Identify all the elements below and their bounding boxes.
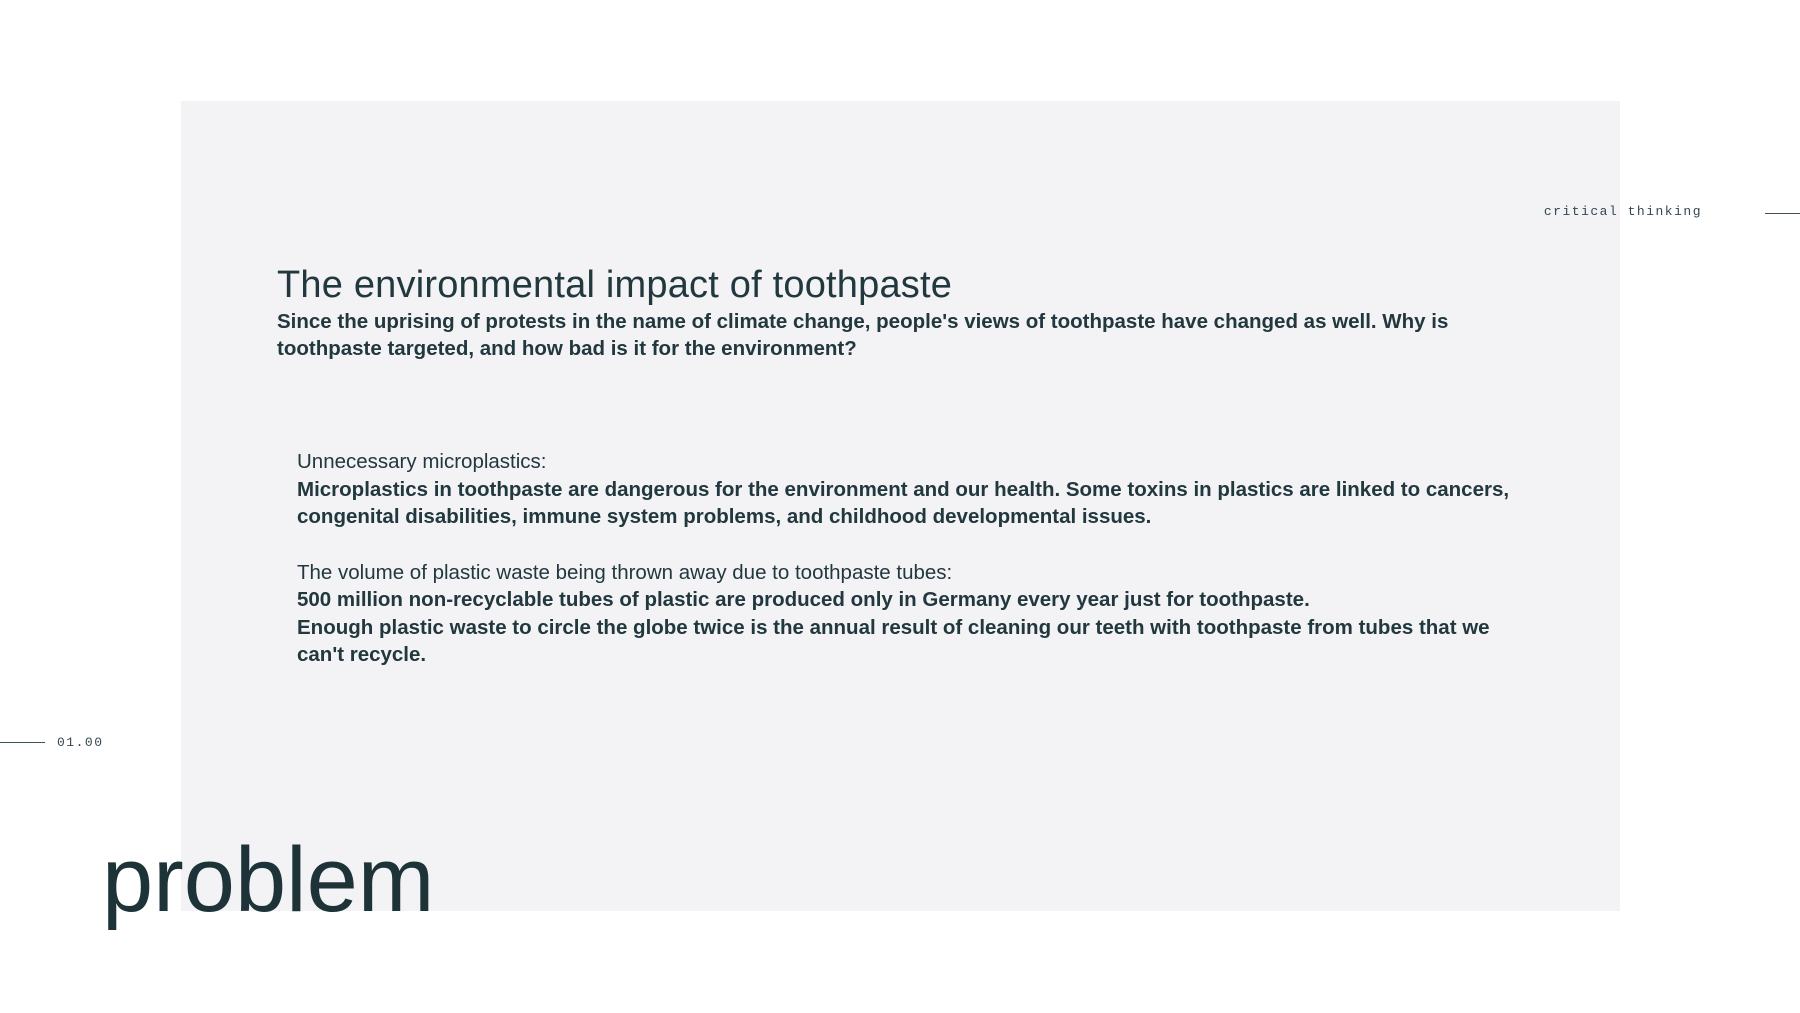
right-edge-rule xyxy=(1765,213,1800,214)
section-microplastics xyxy=(297,448,1509,531)
section-plastic-waste xyxy=(297,559,1509,669)
subtitle-line: Since the uprising of protests in the name of climate change, people's views of toothpaste have changed as well. Why is xyxy=(277,310,1449,333)
section-text-line: Enough plastic waste to circle the globe twice is the annual result of cleaning our teeth with toothpaste from tubes that we xyxy=(297,615,1490,639)
subtitle-line: toothpaste targeted, and how bad is it for the environment? xyxy=(277,337,857,360)
section-text-line: congenital disabilities, immune system problems, and childhood developmental issues. xyxy=(297,505,1152,528)
tag-critical-thinking: critical thinking xyxy=(1543,204,1702,219)
slide-subtitle xyxy=(277,308,1448,362)
slide-keyword-problem: problem xyxy=(102,829,435,931)
section-heading: The volume of plastic waste being thrown away due to toothpaste tubes: xyxy=(297,560,953,584)
section-text-line: can't recycle. xyxy=(297,643,427,666)
section-heading: Unnecessary microplastics: xyxy=(297,450,547,473)
section-text-line: 500 million non-recyclable tubes of plastic are produced only in Germany every year just for toothpaste. xyxy=(297,588,1310,611)
slide-title: The environmental impact of toothpaste xyxy=(277,264,953,306)
left-edge-rule xyxy=(0,742,45,743)
section-text-line: Microplastics in toothpaste are dangerous for the environment and our health. Some toxins in plastics are linked to cancers, xyxy=(297,477,1510,501)
slide-number: 01.00 xyxy=(57,735,104,750)
body-sections xyxy=(297,448,1509,669)
